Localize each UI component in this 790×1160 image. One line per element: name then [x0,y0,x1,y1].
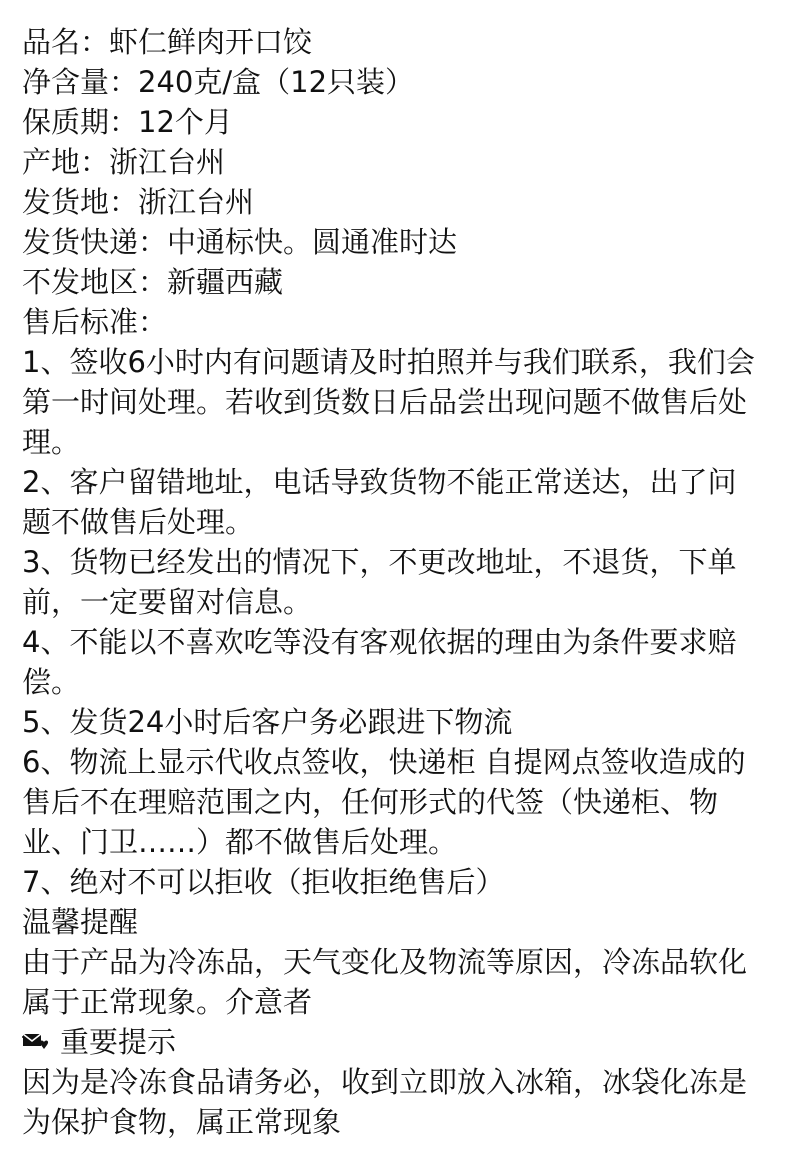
important-heading-row [22,1022,762,1062]
after-sales-heading: 售后标准： [22,305,168,339]
important-heading: 重要提示 [60,1025,177,1059]
reminder-text: 由于产品为冷冻品，天气变化及物流等原因，冷冻品软化属于正常现象。介意者 [22,945,748,1019]
product-name: 品名：虾仁鲜肉开口饺 [22,25,313,59]
after-sales-rule-7: 7、绝对不可以拒收（拒收拒绝售后） [22,865,505,899]
excluded-regions: 不发地区：新疆西藏 [22,265,284,299]
love-letter-icon [22,1031,52,1053]
after-sales-rule-1: 1、签收6小时内有问题请及时拍照并与我们联系，我们会第一时间处理。若收到货数日后品尝出现问题不做售后处理。 [22,345,755,459]
after-sales-rule-2: 2、客户留错地址，电话导致货物不能正常送达，出了问题不做售后处理。 [22,465,737,539]
reminder-heading: 温馨提醒 [22,905,139,939]
after-sales-rule-5: 5、发货24小时后客户务必跟进下物流 [22,705,513,739]
net-content: 净含量：240克/盒（12只装） [22,65,415,99]
ship-from: 发货地：浙江台州 [22,185,255,219]
after-sales-rule-4: 4、不能以不喜欢吃等没有客观依据的理由为条件要求赔偿。 [22,625,737,699]
shelf-life: 保质期：12个月 [22,105,233,139]
after-sales-rule-6: 6、物流上显示代收点签收，快递柜 自提网点签收造成的售后不在理赔范围之内，任何形式的代签（快递柜、物业、门卫……）都不做售后处理。 [22,745,746,859]
product-description [22,22,762,1142]
courier: 发货快递：中通标快。圆通准时达 [22,225,458,259]
origin: 产地：浙江台州 [22,145,226,179]
important-text: 因为是冷冻食品请务必，收到立即放入冰箱，冰袋化冻是为保护食物，属正常现象 [22,1065,748,1139]
after-sales-rule-3: 3、货物已经发出的情况下，不更改地址，不退货，下单前，一定要留对信息。 [22,545,737,619]
